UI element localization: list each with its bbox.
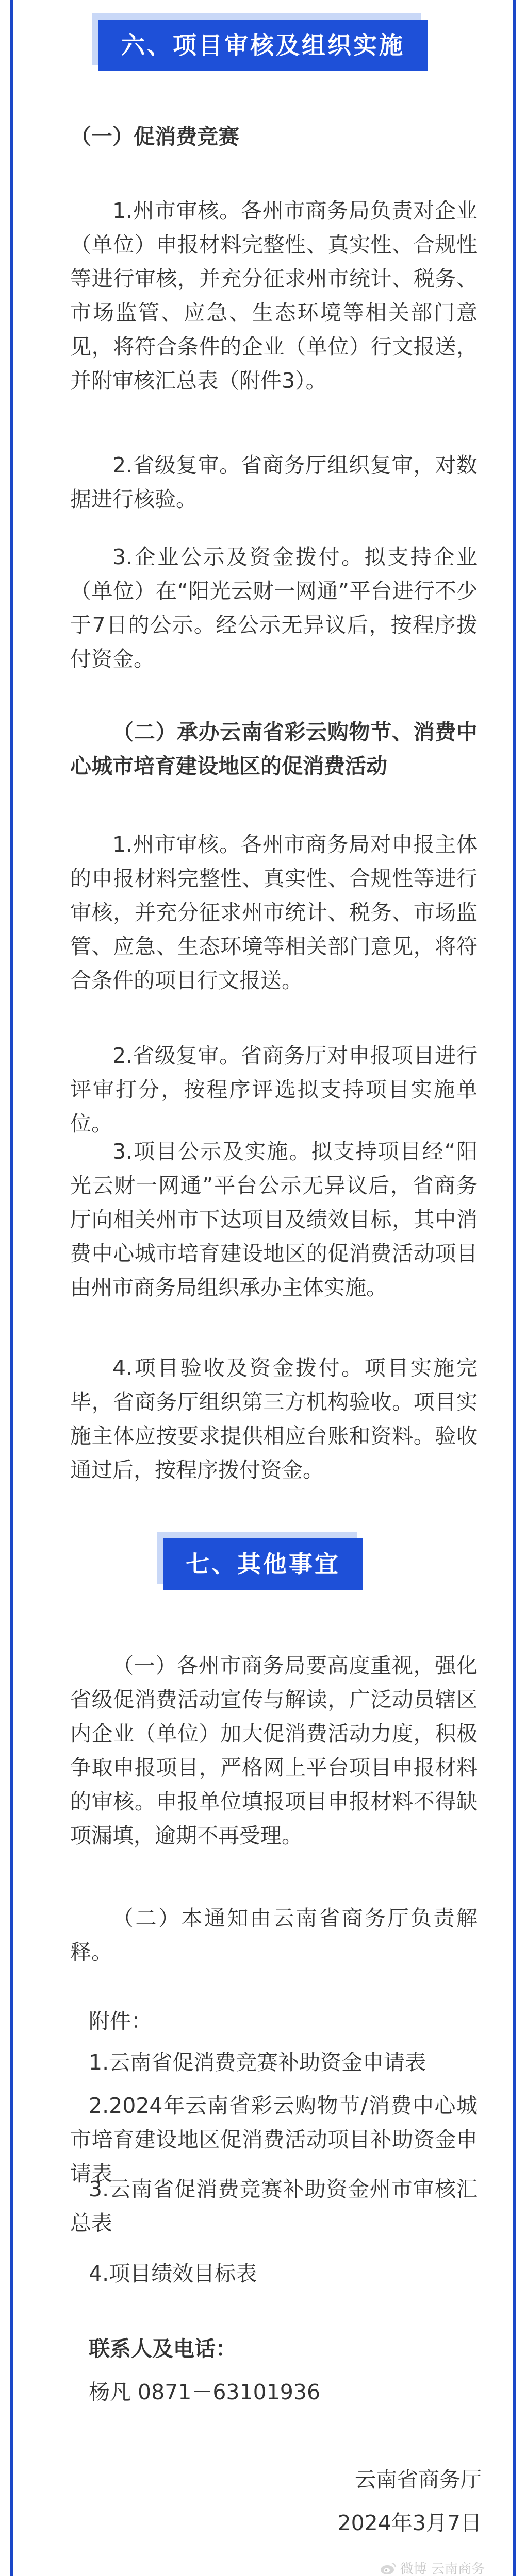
attachment-item-4: 4.项目绩效目标表 [89,2261,257,2286]
part-1-paragraph-1: 1.州市审核。各州市商务局负责对企业（单位）申报材料完整性、真实性、合规性等进行审核，并充分征求州市统计、税务、市场监管、应急、生态环境等相关部门意见，将符合条件的企业（单位）行文报送，并附审核汇总表（附件3）。 [70,198,478,393]
attachment-item-2: 2.2024年云南省彩云购物节/消费中心城市培育建设地区促消费活动项目补助资金申请表 [70,2093,478,2186]
part-2-paragraph-1: 1.州市审核。各州市商务局对申报主体的申报材料完整性、真实性、合规性等进行审核，并充分征求州市统计、税务、市场监管、应急、生态环境等相关部门意见，将符合条件的项目行文报送。 [70,832,478,993]
part-2-heading: （二）承办云南省彩云购物节、消费中心城市培育建设地区的促消费活动 [70,720,478,778]
part-2-paragraph-2: 2.省级复审。省商务厅对申报项目进行评审打分，按程序评选拟支持项目实施单位。 [70,1043,478,1136]
part-1-paragraph-3: 3.企业公示及资金拨付。拟支持企业（单位）在“阳光云财一网通”平台进行不少于7日的公示。经公示无异议后，按程序拨付资金。 [70,545,478,671]
signature-date: 2024年3月7日 [337,2511,482,2535]
section-6-heading-wrap [13,20,513,71]
part-1-paragraph-2: 2.省级复审。省商务厅组织复审，对数据进行核验。 [70,453,478,512]
section-7-heading-wrap [13,1538,513,1590]
signature-org: 云南省商务厅 [355,2467,482,2492]
part-2-paragraph-4: 4.项目验收及资金拨付。项目实施完毕，省商务厅组织第三方机构验收。项目实施主体应按要求提供相应台账和资料。验收通过后，按程序拨付资金。 [70,1355,478,1482]
section-6-heading: 六、项目审核及组织实施 [98,20,428,71]
document-page [13,0,513,2576]
document-frame [10,0,516,2576]
watermark-text: 微博 云南商务 [400,2562,485,2576]
weibo-logo-icon [380,2562,397,2575]
attachment-item-1: 1.云南省促消费竞赛补助资金申请表 [89,2050,426,2075]
section-7-paragraph-1: （一）各州市商务局要高度重视，强化省级促消费活动宣传与解读，广泛动员辖区内企业（单位）加大促消费活动力度，积极争取申报项目，严格网上平台项目申报材料的审核。申报单位填报项目申报材料不得缺项漏填，逾期不再受理。 [70,1653,478,1848]
attachments-label: 附件： [89,2009,152,2033]
contact-label: 联系人及电话： [89,2336,237,2361]
watermark [380,2558,485,2576]
section-7-paragraph-2: （二）本通知由云南省商务厅负责解释。 [70,1906,478,1964]
section-7-heading: 七、其他事宜 [163,1538,363,1590]
contact-value: 杨凡 0871－63101936 [89,2380,321,2404]
part-1-heading: （一）促消费竞赛 [70,124,239,149]
part-2-paragraph-3: 3.项目公示及实施。拟支持项目经“阳光云财一网通”平台公示无异议后，省商务厅向相关州市下达项目及绩效目标，其中消费中心城市培育建设地区的促消费活动项目由州市商务局组织承办主体实施。 [70,1139,478,1300]
attachment-item-3: 3.云南省促消费竞赛补助资金州市审核汇总表 [70,2177,478,2235]
